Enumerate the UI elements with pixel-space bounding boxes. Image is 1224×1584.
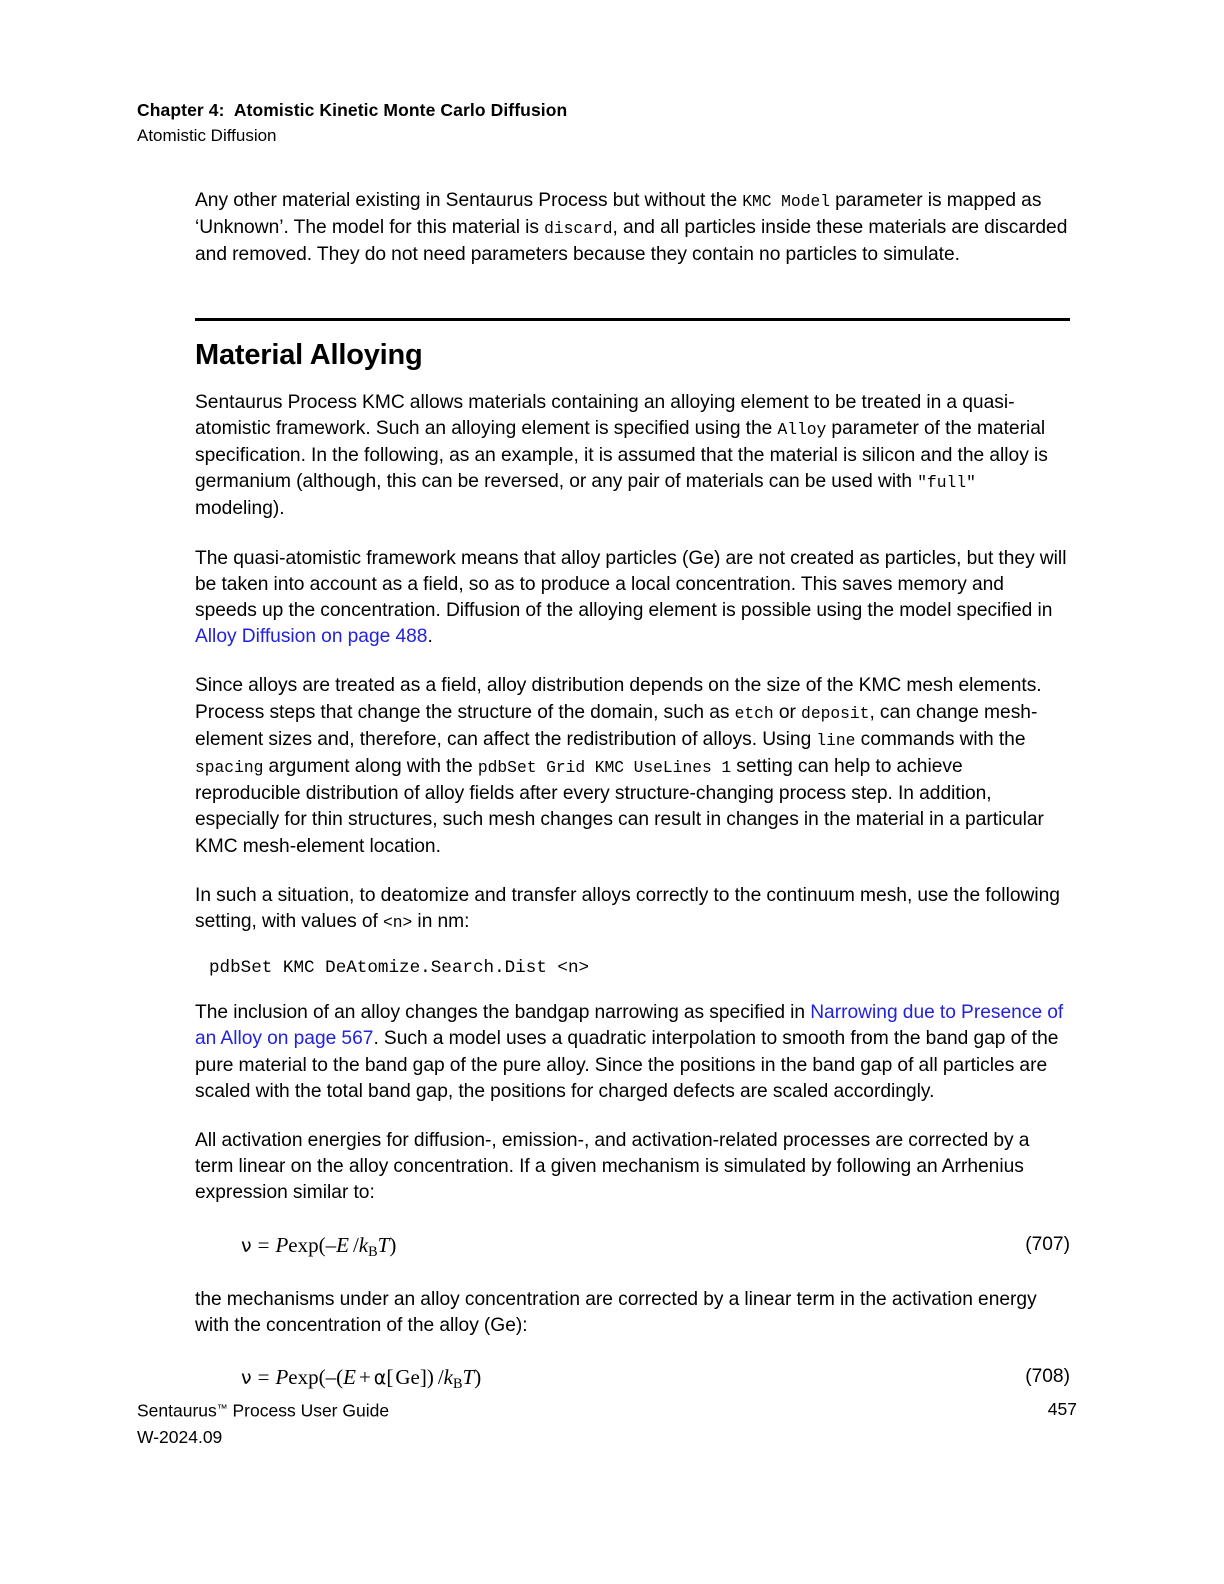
p3-text-6: setting can help to achieve reproducible distribution of alloy fields after every structure-changing process step. In addition, especially for thin structures, such mesh changes can result in changes in the material in a particular KMC mesh-element location. — [195, 756, 1044, 857]
inline-code-pdbset-grid-kmc-uselines: pdbSet Grid KMC UseLines 1 — [477, 758, 732, 778]
p1-text-2: parameter of the material specification. In the following, as an example, it is assumed that the material is silicon and the alloy is germanium (although, this can be reversed, or any pair of materials can be used with — [195, 417, 1048, 493]
body-column — [195, 188, 1070, 1419]
equation-708-body — [195, 1362, 1070, 1399]
p1-text-3: modeling). — [195, 498, 285, 520]
header-chapter-title: Chapter 4: Atomistic Kinetic Monte Carlo Diffusion — [137, 100, 568, 120]
p7-text: the mechanisms under an alloy concentration are corrected by a linear term in the activation energy with the concentration of the alloy (Ge): — [195, 1288, 1037, 1336]
code-block-line: pdbSet KMC DeAtomize.Search.Dist <n> — [209, 958, 590, 979]
eq707-T: T — [377, 1232, 390, 1257]
inline-code-etch: etch — [734, 703, 774, 723]
paragraph-linear-correction — [195, 1287, 1070, 1339]
eq708-T: T — [462, 1365, 475, 1390]
eq708-close-paren-inner: ) — [426, 1365, 434, 1390]
eq707-nu: ν — [241, 1234, 252, 1257]
equation-707-row — [195, 1230, 1070, 1267]
p4-text-2: in nm: — [412, 911, 470, 933]
trademark-icon: ™ — [216, 1403, 228, 1415]
header-section-title: Atomistic Diffusion — [137, 126, 277, 145]
intro-text-2: parameter is mapped as ‘Unknown’. The model for this material is — [195, 190, 1042, 239]
p6-text: All activation energies for diffusion-, emission-, and activation-related processes are corrected by a term linear on the alloy concentration. If a given mechanism is simulated by following an Arrhenius expression similar to: — [195, 1130, 1030, 1204]
intro-text-1: Any other material existing in Sentaurus Process but without the — [195, 190, 743, 211]
p4-text-1: In such a situation, to deatomize and transfer alloys correctly to the continuum mesh, use the following setting, with values of — [195, 884, 1060, 933]
footer-page-number: 457 — [1047, 1399, 1077, 1419]
link-alloy-diffusion-page-488[interactable]: Alloy Diffusion on page 488 — [195, 626, 428, 648]
eq707-k: k — [358, 1232, 369, 1257]
eq708-bracket-close: ] — [419, 1365, 427, 1390]
eq708-Ge: Ge — [395, 1365, 420, 1390]
eq707-slash: / — [352, 1232, 359, 1257]
eq708-open-paren-inner: ( — [336, 1365, 344, 1390]
equation-708-row — [195, 1362, 1070, 1399]
inline-code-kmc-model: KMC Model — [742, 192, 830, 211]
equation-707-number: (707) — [1025, 1233, 1070, 1255]
eq708-alpha: α — [373, 1367, 387, 1390]
p5-text-2: . Such a model uses a quadratic interpolation to smooth from the band gap of the pure material to the band gap of the pure alloy. Since the positions in the band gap of all particles are scaled with the total band gap, the positions for charged defects are scaled accordingly. — [195, 1028, 1059, 1102]
paragraph-alloy-field-mesh — [195, 673, 1070, 859]
eq708-open-paren: ( — [318, 1365, 326, 1390]
link-narrowing-alloy-page-567[interactable]: Narrowing due to Presence of an Alloy on page 567 — [195, 1002, 1064, 1050]
paragraph-deatomize-setting — [195, 883, 1070, 936]
equation-708-number: (708) — [1025, 1366, 1070, 1388]
intro-paragraph — [195, 188, 1070, 269]
eq707-E: E — [336, 1232, 349, 1257]
eq707-equals: = — [257, 1232, 270, 1257]
paragraph-alloying-intro — [195, 390, 1070, 523]
inline-code-alloy: Alloy — [777, 419, 827, 439]
eq708-k: k — [443, 1365, 453, 1390]
equation-707-body — [195, 1230, 1070, 1267]
page-title: Material Alloying — [195, 338, 423, 371]
eq708-exp: exp — [288, 1365, 319, 1390]
p5-text-1: The inclusion of an alloy changes the bandgap narrowing as specified in — [195, 1002, 811, 1024]
footer-version: W-2024.09 — [137, 1426, 223, 1447]
eq708-plus: + — [358, 1365, 371, 1390]
eq707-exp: exp — [288, 1232, 319, 1257]
paragraph-quasi-atomistic — [195, 546, 1070, 651]
p3-text-3: , can change mesh-element sizes and, therefore, can affect the redistribution of alloys. Using — [195, 701, 1038, 750]
paragraph-bandgap-narrowing — [195, 1000, 1070, 1105]
inline-code-spacing: spacing — [195, 758, 264, 778]
eq707-P: P — [275, 1232, 289, 1257]
code-block-deatomize-search-dist — [195, 958, 1070, 978]
p2-text-1: The quasi-atomistic framework means that alloy particles (Ge) are not created as particles, but they will be taken into account as a field, so as to produce a local concentration. This saves memory and speeds up the concentration. Diffusion of the alloying element is possible using the model specified in — [195, 547, 1067, 622]
footer-guide-title — [137, 1396, 389, 1424]
footer-guide-title-main: Sentaurus — [137, 1400, 217, 1421]
eq707-k-subscript: B — [368, 1243, 378, 1260]
inline-code-line: line — [816, 730, 856, 750]
p3-text-2: or — [773, 701, 802, 723]
eq707-minus: – — [325, 1232, 337, 1257]
inline-code-deposit: deposit — [801, 703, 870, 723]
p3-text-5: argument along with the — [263, 756, 478, 778]
p1-text-1: Sentaurus Process KMC allows materials containing an alloying element to be treated in a quasi-atomistic framework. Such an alloying element is specified using the — [195, 391, 1015, 439]
eq708-E: E — [343, 1365, 356, 1390]
eq708-P: P — [275, 1365, 289, 1390]
eq707-close-paren: ) — [389, 1232, 397, 1257]
eq708-equals: = — [257, 1365, 270, 1390]
intro-text-3: , and all particles inside these materials are discarded and removed. They do not need parameters because they contain no particles to simulate. — [195, 217, 1068, 266]
running-header — [137, 98, 1077, 148]
eq708-bracket-open: [ — [386, 1365, 394, 1390]
inline-code-n-placeholder: <n> — [382, 913, 413, 933]
section-divider-rule — [195, 318, 1070, 321]
inline-code-discard: discard — [544, 219, 613, 239]
paragraph-activation-energies — [195, 1128, 1070, 1207]
eq708-slash: / — [437, 1365, 444, 1390]
inline-code-full: "full" — [917, 473, 976, 493]
page-footer — [137, 1396, 1077, 1450]
p3-text-1: Since alloys are treated as a field, alloy distribution depends on the size of the KMC mesh elements. Process steps that change the structure of the domain, such as — [195, 675, 1042, 723]
eq708-minus: – — [325, 1365, 337, 1390]
eq708-close-paren: ) — [474, 1365, 482, 1390]
p3-text-4: commands with the — [855, 728, 1026, 750]
p2-text-2: . — [427, 626, 433, 648]
eq707-open-paren: ( — [318, 1232, 326, 1257]
eq708-nu: ν — [241, 1367, 252, 1390]
footer-top-row — [137, 1396, 1077, 1424]
footer-guide-title-rest: Process User Guide — [227, 1400, 390, 1421]
eq708-k-subscript: B — [453, 1376, 463, 1393]
